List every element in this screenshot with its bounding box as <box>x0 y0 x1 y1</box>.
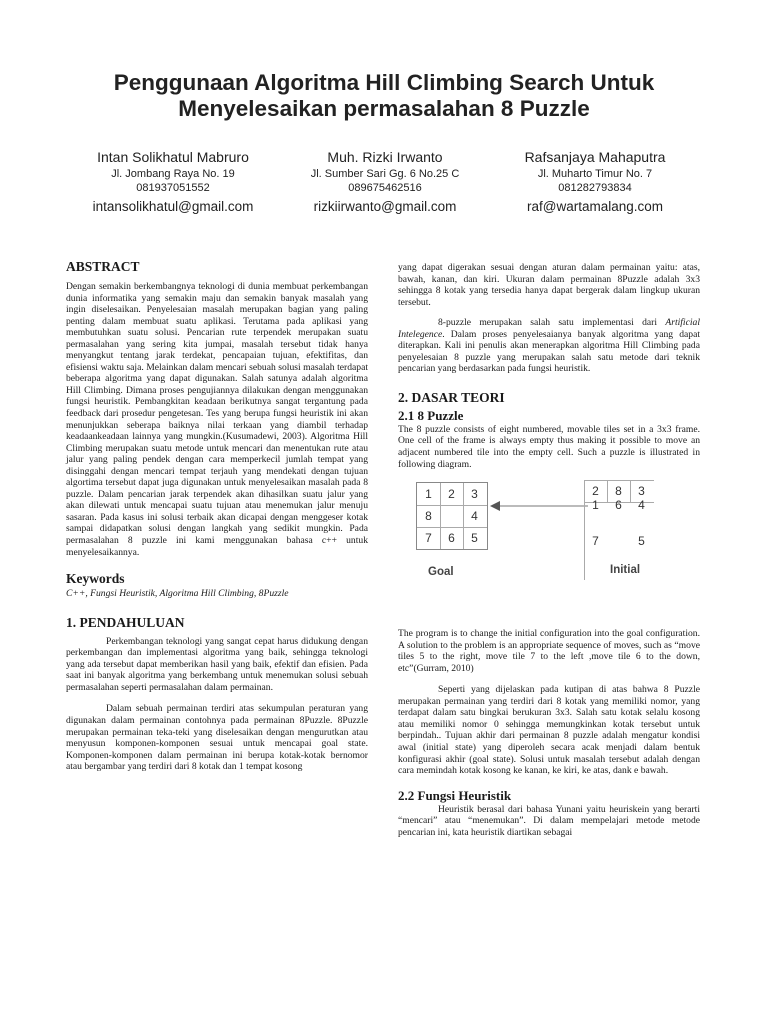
author-phone: 081282793834 <box>558 182 632 194</box>
keywords-text: C++, Fungsi Heuristik, Algoritma Hill Climbing, 8Puzzle <box>66 588 289 600</box>
author-email: intansolikhatul@gmail.com <box>92 199 254 214</box>
abstract-text: Dengan semakin berkembangnya teknologi di dunia membuat perkembangan dunia informatika yang semakin maju dan semakin banyak masalah yang ingin diselesaikan. Penyelesaian masalah merupakan bagian yang paling penting dalam membuat suatu aplikasi. Terutama pada aplikasi yang membutuhkan suatu solusi. Pencarian rute terpendek merupakan suatu permasalahan yang sering kita jumpai, masalah tersebut tidak hanya menyangkut tentang jarak terdekat, pencapaian tujuan, efektifitas, dan efisiensi waktu saja. Melainkan dalam mencari sebuah solusi masalah terdapat beberapa algoritma yang dapat digunakan. Salah satunya adalah algoritma Hill Climbing. Dimana proses pengujiannya dilakukan dengan menggunakan fungsi heuristik. Pembangkitan keadaan berikutnya sangat tergantung pada feedback dari prosedur pengetesan. Tes yang berupa fungsi heuristik ini akan menunjukkan seberapa baiknya nilai terkaan yang diambil terhadap keadaankeadaan lainnya yang mungkin.(Kusumadewi, 2003). Algoritma Hill Climbing merupakan suatu metode untuk mencari dan menentukan rute atau jalur yang paling pendek dengan cara memperkecil jumlah tempat yang disinggahi dengan mencari tempat terjauh yang mendekati dengan tujuan algortima tersebut dapat juga digunakan untuk menyelesaikan masalah pada 8 puzzle. Dalam pencarian jarak terpendek akan dihasilkan suatu jalur yang akan dilewati untuk mencapai suatu tujuan atau menemukan jalur menuju sasaran. Pada kasus ini solusi terbaik akan dicapai dengan menggeser kotak sampai didapatkan solusi dengan langkah yang sedikit mungkin. Pada permasalahan 8 puzzle ini kami menggunakan bahasa c++ untuk menyelesaikannya. <box>66 281 368 558</box>
author-block-1 <box>68 148 278 216</box>
intro-paragraph-1: Perkembangan teknologi yang sangat cepat harus didukung dengan perkembangan dan implementasi algoritma yang baik, sehingga teknologi yang ada tersebut dapat memberikan hasil yang baik, efektif dan efisien. Pada saat ini banyak algoritma yang berkembang untuk menemukan solusi sebuah permasalahan seperti permasalahan dalam permainan. <box>66 635 368 693</box>
intro-p4-start: 8-puzzle merupakan salah satu implementasi dari <box>438 317 666 329</box>
dasar-paragraph-4: Heuristik berasal dari bahasa Yunani yaitu heuriskein yang berarti “mencari” atau “menemukan”. Di dalam mempelajari metode metode pencarian ini, kata heuristik diartikan sebagai <box>398 803 700 838</box>
initial-label: Initial <box>610 564 641 577</box>
intro-paragraph-3: yang dapat digerakan sesuai dengan aturan dalam permainan yaitu: atas, bawah, kanan, dan kiri. Ukuran dalam permainan 8Puzzle adalah 3x3 sehingga 8 kotak yang tersedia hanya dapat bergerak dalam lingkup ukuran tersebut. <box>398 262 700 308</box>
author-block-2 <box>280 148 490 216</box>
initial-tile: 1 <box>592 498 599 513</box>
goal-tile <box>440 505 463 527</box>
author-address: Jl. Sumber Sari Gg. 6 No.25 C <box>310 168 460 180</box>
goal-label: Goal <box>428 566 454 579</box>
intro-paragraph-2: Dalam sebuah permainan terdiri atas sekumpulan peraturan yang digunakan dalam permainan contohnya pada permainan 8Puzzle. 8Puzzle merupakan permainan teka-teki yang diselesaikan dengan mengurutkan atau menyusun komponen-komponen sesuai untuk mencapai goal state. Komponen-komponen dalam permainan ini berupa kotak-kotak bernomor atau bergambar yang terdiri dari 8 kotak dan 1 tempat kosong <box>66 703 368 773</box>
initial-tile: 7 <box>592 534 599 549</box>
initial-tile: 2 <box>592 484 599 499</box>
goal-tile: 5 <box>471 531 478 546</box>
initial-tile: 3 <box>638 484 645 499</box>
dasar-paragraph-3: Seperti yang dijelaskan pada kutipan di atas bahwa 8 Puzzle merupakan permainan yang terdiri dari 8 kotak yang memiliki nomor, yang terdapat dalam satu bingkai berukuran 3x3. Salah satu kotak selalu kosong atau memiliki nomor 0 sehingga memungkinkan kotak tersebut untuk berpindah.. Tujuan akhir dari permainan 8 puzzle adalah mengatur kondisi awal (initial state) yang diperoleh secara acak menjadi dalam bentuk konfigurasi akhir (goal state). Solusi untuk masalah tersebut adalah dengan cara memindah kotak kosong ke kanan, ke kiri, ke atas, dank e bawah. <box>398 684 700 777</box>
goal-tile: 7 <box>425 531 432 546</box>
keywords-heading: Keywords <box>66 571 125 587</box>
abstract-heading: ABSTRACT <box>66 259 140 274</box>
goal-tile: 4 <box>471 509 478 524</box>
author-phone: 089675462516 <box>348 182 422 194</box>
dasar-paragraph-1: The 8 puzzle consists of eight numbered, movable tiles set in a 3x3 frame. One cell of the frame is always empty thus making it possible to move an adjacent numbered tile into the empty cell. Such a puzzle is illustrated in following diagram. <box>398 423 700 470</box>
title-line-2: Menyelesaikan permasalahan 8 Puzzle <box>178 96 590 121</box>
subsection-fungsi-heuristik: 2.2 Fungsi Heuristik <box>398 787 512 803</box>
intro-heading: 1. PENDAHULUAN <box>66 614 185 630</box>
goal-tile: 1 <box>425 487 432 502</box>
intro-p4-end: . Dalam proses penyelesaianya banyak algoritma yang dapat diterapkan. Kali ini penulis akan menerapkan algoritma Hill Climbing pada penyelesaian 8 puzzle yang merupakan salah satu metode dari teknik pencarian yang berdasarkan pada fungsi heuristik. <box>398 328 700 375</box>
arrow-left-icon <box>490 500 590 512</box>
goal-tile: 8 <box>425 509 432 524</box>
puzzle-figure <box>398 470 700 690</box>
initial-tile: 4 <box>638 498 645 513</box>
author-address: Jl. Muharto Timur No. 7 <box>537 168 653 180</box>
intro-p4-emphasis: Artificial Intelegence <box>398 317 700 340</box>
goal-tile: 2 <box>448 487 455 502</box>
initial-tile: 8 <box>615 484 622 499</box>
initial-tile: 5 <box>638 534 645 549</box>
paper-title <box>60 70 708 122</box>
goal-grid <box>416 482 488 550</box>
title-line-1: Penggunaan Algoritma Hill Climbing Search Untuk <box>113 70 655 95</box>
author-phone: 081937051552 <box>136 182 210 194</box>
author-name: Muh. Rizki Irwanto <box>327 149 443 165</box>
author-name: Intan Solikhatul Mabruro <box>97 149 249 165</box>
dasar-paragraph-2: The program is to change the initial configuration into the goal configuration. A solution to the problem is an appropriate sequence of moves, such as “move tiles 5 to the right, move tile 7 to the left ,move tile 6 to the down, etc”(Gurram, 2010) <box>398 628 700 674</box>
subsection-8-puzzle: 2.1 8 Puzzle <box>398 407 464 423</box>
intro-paragraph-4 <box>398 317 700 375</box>
author-name: Rafsanjaya Mahaputra <box>524 149 666 165</box>
dasar-heading: 2. DASAR TEORI <box>398 389 505 405</box>
right-column <box>398 262 700 838</box>
goal-tile: 6 <box>448 531 455 546</box>
author-address: Jl. Jombang Raya No. 19 <box>111 168 235 180</box>
goal-tile: 3 <box>471 487 478 502</box>
initial-tile: 6 <box>615 498 622 513</box>
author-email: rizkiirwanto@gmail.com <box>313 199 457 214</box>
author-block-3 <box>490 148 700 216</box>
author-email: raf@wartamalang.com <box>526 199 663 214</box>
left-column <box>66 258 368 773</box>
initial-tile <box>607 530 630 552</box>
